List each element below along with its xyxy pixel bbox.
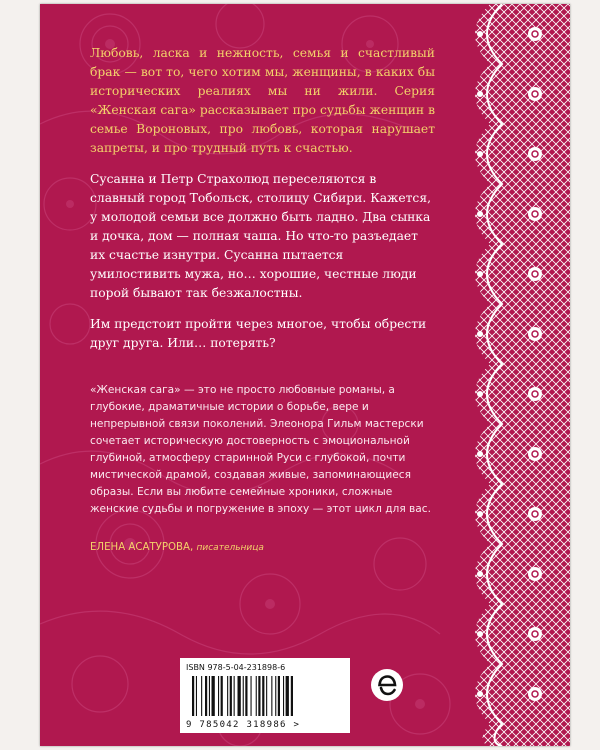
barcode-panel: [180, 658, 350, 733]
intro-paragraph: Любовь, ласка и нежность, семья и счастливый брак — вот то, чего хотим мы, женщины, в каких бы исторических реалиях мы ни жили. Серия «Женская сага» рассказывает про судьбы женщин в семье Вороновых, про любовь, которая нарушает запреты, и про трудный путь к счастью.: [90, 46, 435, 155]
author-role: писательница: [196, 543, 264, 553]
review-author: [90, 542, 435, 553]
isbn-text: ISBN 978-5-04-231898-6: [186, 663, 286, 672]
book-back-cover: [40, 4, 570, 746]
ean-digits: 9 785042 318986 >: [186, 720, 301, 730]
story-text: [90, 170, 435, 365]
story-paragraph: Им предстоит пройти через многое, чтобы обрести друг друга. Или… потерять?: [90, 317, 427, 350]
publisher-e-logo-icon: [370, 668, 404, 702]
barcode-icon: [190, 676, 340, 716]
story-paragraph: Сусанна и Петр Страхолюд переселяются в славный город Тобольск, столицу Сибири. Кажется, у молодой семьи все должно быть ладно. Два сынка и дочка, дом — полная чаша. Но что-то разъедает их счастье изнутри. Сусанна пытается умилостивить мужа, но… хорошие, честные люди порой бывают так безжалостны.: [90, 172, 431, 300]
review-quote: «Женская сага» — это не просто любовные романы, а глубокие, драматичные истории о борьбе, вере и непрерывной связи поколений. Элеонора Гильм мастерски сочетает историческую достоверность с эмоциональной глубиной, атмосферу старинной Руси с глубокой, почти мистической драмой, создавая живые, запоминающиеся образы. Если вы любите семейные хроники, сложные женские судьбы и погружение в эпоху — этот цикл для вас.: [90, 384, 431, 515]
author-name: ЕЛЕНА АСАТУРОВА,: [90, 542, 194, 553]
lace-edge-border: [440, 4, 570, 746]
